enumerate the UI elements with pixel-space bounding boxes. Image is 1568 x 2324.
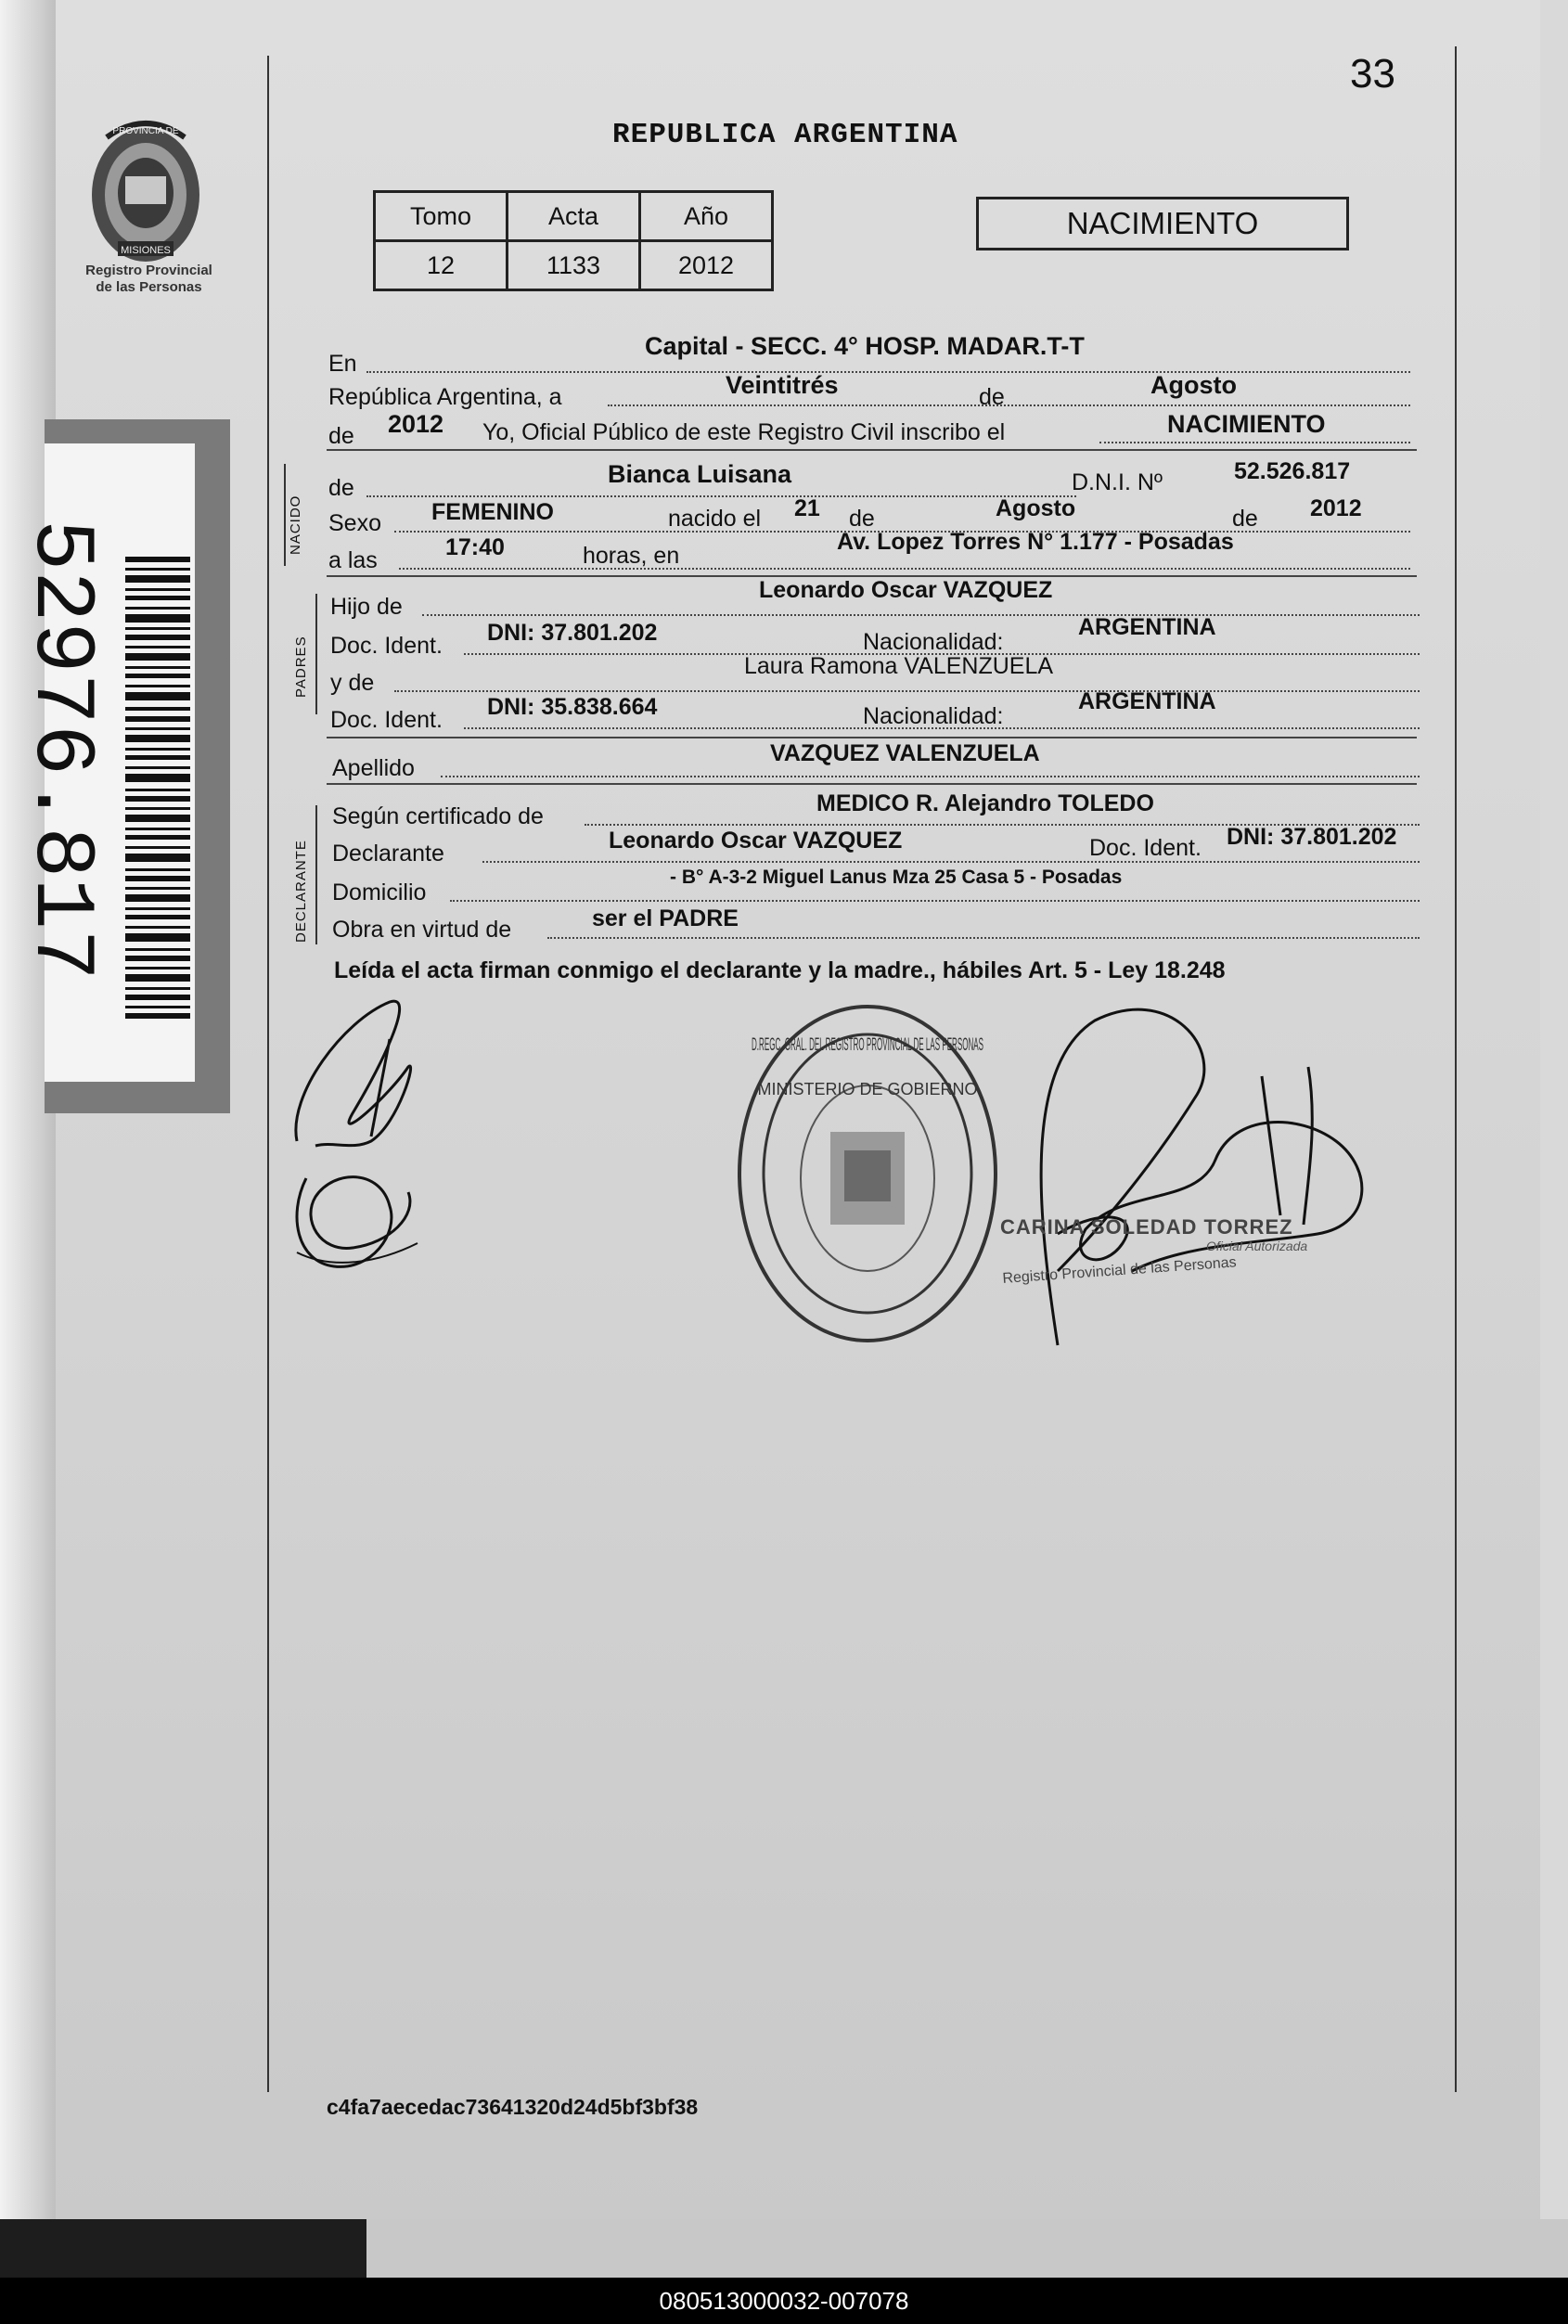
dotted-line — [608, 404, 1410, 406]
obra-value: ser el PADRE — [592, 905, 739, 931]
declarante-bracket — [315, 805, 317, 944]
obra-label: Obra en virtud de — [332, 917, 512, 943]
declarante-label: Declarante — [332, 841, 444, 867]
nacido-bracket — [284, 464, 286, 566]
apellido-label: Apellido — [332, 755, 415, 781]
domicilio-label: Domicilio — [332, 880, 427, 905]
footer-id: 080513000032-007078 — [659, 2287, 909, 2315]
dotted-line — [1099, 442, 1410, 443]
child-name: Bianca Luisana — [608, 460, 792, 488]
sexo-value: FEMENINO — [431, 499, 554, 525]
register-value-tomo: 12 — [375, 241, 508, 290]
page-number: 33 — [1350, 51, 1395, 96]
yde-label: y de — [330, 670, 375, 696]
horas-label: horas, en — [583, 543, 680, 569]
dotted-line — [450, 900, 1420, 902]
barcode-number: 52976.817 — [12, 520, 109, 981]
day-value: Veintitrés — [726, 371, 839, 399]
sexo-label: Sexo — [328, 510, 381, 536]
declarante-doc-label: Doc. Ident. — [1089, 835, 1202, 861]
right-margin-line — [1455, 46, 1457, 2092]
dotted-line — [399, 568, 1410, 570]
section-rule — [327, 737, 1417, 738]
document-hash: c4fa7aecedac73641320d24d5bf3bf38 — [327, 2095, 699, 2119]
section-rule — [327, 783, 1417, 785]
register-value-ano: 2012 — [640, 241, 773, 290]
side-label-nacido: NACIDO — [288, 494, 303, 555]
dni-label: D.N.I. Nº — [1072, 469, 1163, 495]
place-value: Capital - SECC. 4° HOSP. MADAR.T-T — [645, 332, 1085, 360]
mother-doc: DNI: 35.838.664 — [487, 694, 658, 720]
registry-caption-line1: Registro Provincial — [85, 263, 212, 278]
register-table — [373, 190, 774, 291]
official-name: CARINA SOLEDAD TORREZ — [1000, 1215, 1293, 1239]
official-org: Registro Provincial de las Personas — [1002, 1254, 1238, 1287]
cert-label: Según certificado de — [332, 803, 544, 829]
section-rule — [327, 449, 1417, 451]
birth-place: Av. Lopez Torres N° 1.177 - Posadas — [837, 529, 1234, 555]
inscription-value: NACIMIENTO — [1167, 410, 1326, 438]
dotted-line — [394, 690, 1420, 692]
birth-de-label: de — [849, 506, 875, 532]
seal-ring-text: D.REGC. GRAL. DEL REGISTRO PROVINCIAL DE LAS PERSONAS — [752, 1035, 983, 1055]
side-label-declarante: DECLARANTE — [293, 840, 309, 943]
birth-year: 2012 — [1310, 495, 1362, 521]
mother-doc-label: Doc. Ident. — [330, 707, 443, 733]
child-dni: 52.526.817 — [1234, 458, 1351, 484]
yo-text: Yo, Oficial Público de este Registro Civil inscribo el — [482, 419, 1006, 445]
official-seal-icon — [728, 993, 1007, 1355]
birth-time: 17:40 — [445, 534, 505, 560]
father-doc: DNI: 37.801.202 — [487, 620, 658, 646]
declarante-doc: DNI: 37.801.202 — [1227, 824, 1397, 850]
register-header-tomo: Tomo — [375, 192, 508, 241]
nacido-de-label: de — [328, 475, 354, 501]
father-name: Leonardo Oscar VAZQUEZ — [759, 577, 1053, 603]
father-nationality: ARGENTINA — [1078, 614, 1216, 640]
mother-nat-label: Nacionalidad: — [863, 703, 1004, 729]
registry-caption-line2: de las Personas — [96, 279, 202, 295]
logo-ring-top: PROVINCIA DE — [112, 126, 179, 136]
month-value: Agosto — [1150, 371, 1237, 399]
signature-scribbles-icon — [278, 983, 445, 1299]
father-doc-label: Doc. Ident. — [330, 633, 443, 659]
barcode-bars-icon — [125, 557, 190, 1021]
footer-bar — [0, 2278, 1568, 2324]
nacido-el-label: nacido el — [668, 506, 762, 532]
side-label-padres: PADRES — [293, 636, 309, 698]
en-label: En — [328, 351, 357, 377]
apellido-value: VAZQUEZ VALENZUELA — [770, 740, 1040, 766]
register-header-acta: Acta — [508, 192, 640, 241]
dotted-line — [422, 614, 1420, 616]
left-margin-line — [267, 56, 269, 2092]
dotted-line — [441, 776, 1420, 777]
logo-ring-bottom: MISIONES — [121, 245, 171, 256]
dotted-line — [366, 371, 1410, 373]
mother-nationality: ARGENTINA — [1078, 688, 1216, 714]
declarante-name: Leonardo Oscar VAZQUEZ — [609, 828, 903, 854]
dotted-line — [482, 861, 1420, 863]
registry-caption — [63, 263, 235, 296]
register-header-ano: Año — [640, 192, 773, 241]
document-title: REPUBLICA ARGENTINA — [612, 119, 958, 151]
birth-day: 21 — [794, 495, 820, 521]
seal-inner-text: MINISTERIO DE GOBIERNO — [757, 1080, 978, 1098]
father-nat-label: Nacionalidad: — [863, 629, 1004, 655]
official-title: Oficial Autorizada — [1206, 1239, 1308, 1253]
page-bottom-edge — [366, 2219, 1568, 2279]
register-value-acta: 1133 — [508, 241, 640, 290]
dotted-line — [366, 495, 1076, 497]
birth-de-label-2: de — [1232, 506, 1258, 532]
official-signature-icon — [983, 993, 1410, 1392]
republica-label: República Argentina, a — [328, 384, 562, 410]
domicilio-value: - B° A-3-2 Miguel Lanus Mza 25 Casa 5 - Posadas — [670, 867, 1123, 888]
act-type-box: NACIMIENTO — [976, 197, 1349, 250]
closing-statement: Leída el acta firman conmigo el declarante y la madre., hábiles Art. 5 - Ley 18.248 — [334, 957, 1226, 983]
hijo-label: Hijo de — [330, 594, 403, 620]
year-value: 2012 — [388, 410, 444, 438]
de-label-2: de — [328, 423, 354, 449]
birth-month: Agosto — [996, 495, 1076, 521]
cert-value: MEDICO R. Alejandro TOLEDO — [816, 790, 1154, 816]
mother-name: Laura Ramona VALENZUELA — [744, 653, 1054, 679]
de-label: de — [979, 384, 1005, 410]
dotted-line — [547, 937, 1420, 939]
misiones-coat-of-arms-icon — [79, 111, 213, 269]
a-las-label: a las — [328, 547, 378, 573]
padres-bracket — [315, 594, 317, 714]
